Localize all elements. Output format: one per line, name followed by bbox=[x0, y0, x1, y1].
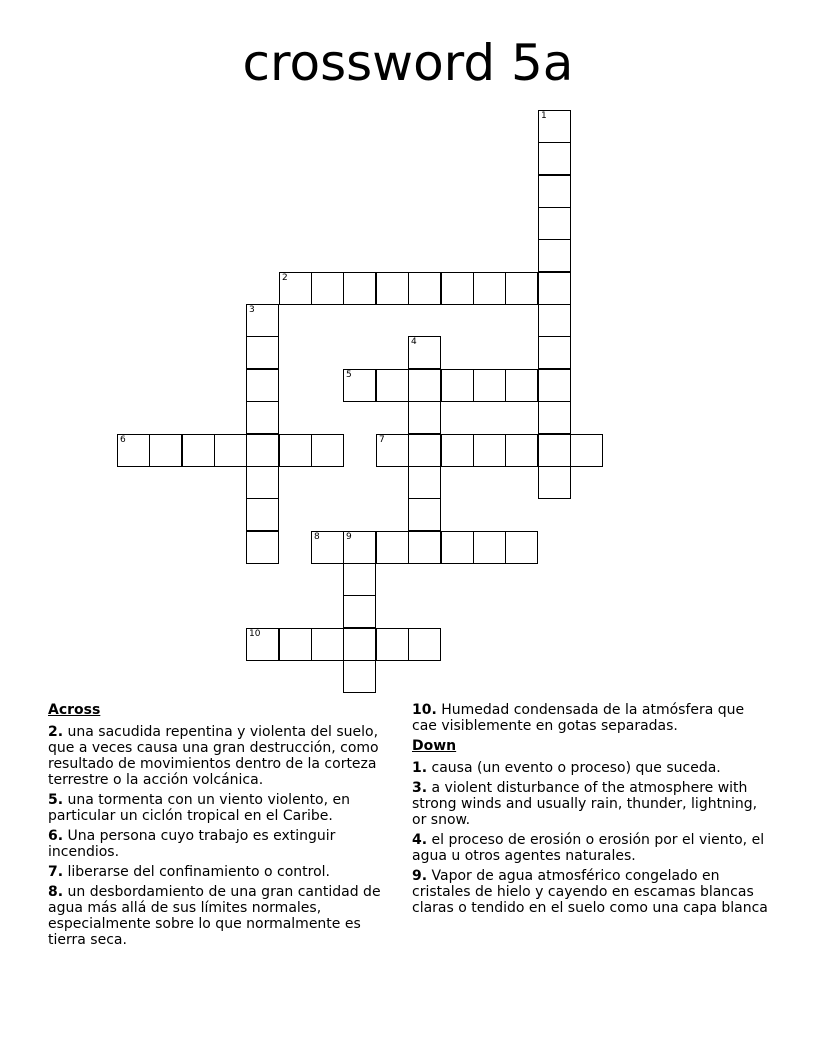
clues-left-column bbox=[48, 702, 400, 952]
clue-number: 10. bbox=[412, 702, 437, 718]
grid-cell[interactable] bbox=[408, 434, 441, 467]
clue-text: Una persona cuyo trabajo es extinguir incendios. bbox=[48, 828, 336, 860]
cell-number: 2 bbox=[282, 273, 288, 283]
clue-number: 5. bbox=[48, 792, 64, 808]
grid-cell[interactable] bbox=[376, 531, 409, 564]
grid-cell[interactable] bbox=[182, 434, 215, 467]
clue-down-4 bbox=[412, 832, 772, 864]
clue-number: 1. bbox=[412, 760, 428, 776]
grid-cell[interactable] bbox=[376, 434, 409, 467]
cell-number: 8 bbox=[314, 532, 320, 542]
grid-cell[interactable] bbox=[279, 628, 312, 661]
clue-text: una sacudida repentina y violenta del suelo, que a veces causa una gran destrucción, como resultado de movimientos dentro de la corteza terrestre o la acción volcánica. bbox=[48, 724, 379, 788]
grid-cell[interactable] bbox=[343, 563, 376, 596]
grid-cell[interactable] bbox=[376, 369, 409, 402]
grid-cell[interactable] bbox=[538, 304, 571, 337]
grid-cell[interactable] bbox=[117, 434, 150, 467]
clue-number: 4. bbox=[412, 832, 428, 848]
grid-cell[interactable] bbox=[149, 434, 182, 467]
grid-cell[interactable] bbox=[505, 369, 538, 402]
clue-text: el proceso de erosión o erosión por el viento, el agua u otros agentes naturales. bbox=[412, 832, 765, 864]
grid-cell[interactable] bbox=[473, 272, 506, 305]
grid-cell[interactable] bbox=[408, 336, 441, 369]
grid-cell[interactable] bbox=[538, 207, 571, 240]
grid-cell[interactable] bbox=[505, 531, 538, 564]
grid-cell[interactable] bbox=[376, 628, 409, 661]
grid-cell[interactable] bbox=[343, 595, 376, 628]
grid-cell[interactable] bbox=[246, 498, 279, 531]
grid-cell[interactable] bbox=[441, 272, 474, 305]
grid-cell[interactable] bbox=[343, 628, 376, 661]
grid-cell[interactable] bbox=[538, 434, 571, 467]
grid-cell[interactable] bbox=[343, 272, 376, 305]
grid-cell[interactable] bbox=[441, 434, 474, 467]
down-heading: Down bbox=[412, 738, 457, 754]
grid-cell[interactable] bbox=[473, 369, 506, 402]
grid-cell[interactable] bbox=[214, 434, 247, 467]
clue-across-10 bbox=[412, 702, 772, 734]
clue-text: un desbordamiento de una gran cantidad de agua más allá de sus límites normales, especialmente sobre lo que normalmente es tierra seca. bbox=[48, 884, 381, 948]
grid-cell[interactable] bbox=[538, 272, 571, 305]
grid-cell[interactable] bbox=[246, 466, 279, 499]
grid-cell[interactable] bbox=[473, 434, 506, 467]
grid-cell[interactable] bbox=[311, 628, 344, 661]
page-title: crossword 5a bbox=[242, 34, 574, 92]
clue-down-9 bbox=[412, 868, 772, 916]
cell-number: 9 bbox=[346, 532, 352, 542]
grid-cell[interactable] bbox=[246, 434, 279, 467]
clue-number: 2. bbox=[48, 724, 64, 740]
clue-text: liberarse del confinamiento o control. bbox=[67, 864, 331, 880]
cell-number: 3 bbox=[249, 305, 255, 315]
grid-cell[interactable] bbox=[246, 336, 279, 369]
clue-down-1 bbox=[412, 760, 772, 776]
grid-cell[interactable] bbox=[505, 434, 538, 467]
clue-across-7 bbox=[48, 864, 400, 880]
cell-number: 6 bbox=[120, 435, 126, 445]
grid-cell[interactable] bbox=[311, 434, 344, 467]
grid-cell[interactable] bbox=[538, 110, 571, 143]
grid-cell[interactable] bbox=[538, 336, 571, 369]
clues-right-column bbox=[412, 702, 772, 920]
grid-cell[interactable] bbox=[538, 175, 571, 208]
clue-across-6 bbox=[48, 828, 400, 860]
cell-number: 4 bbox=[411, 337, 417, 347]
clue-text: Vapor de agua atmosférico congelado en cristales de hielo y cayendo en escamas blancas claras o tendido en el suelo como una capa blanca bbox=[412, 868, 768, 916]
across-heading: Across bbox=[48, 702, 101, 718]
grid-cell[interactable] bbox=[343, 660, 376, 693]
grid-cell[interactable] bbox=[246, 401, 279, 434]
clue-across-8 bbox=[48, 884, 400, 948]
grid-cell[interactable] bbox=[538, 401, 571, 434]
clue-down-3 bbox=[412, 780, 772, 828]
clue-number: 8. bbox=[48, 884, 64, 900]
cell-number: 10 bbox=[249, 629, 261, 639]
clue-across-5 bbox=[48, 792, 400, 824]
clue-text: causa (un evento o proceso) que suceda. bbox=[431, 760, 721, 776]
grid-cell[interactable] bbox=[311, 272, 344, 305]
grid-cell[interactable] bbox=[408, 498, 441, 531]
grid-cell[interactable] bbox=[538, 369, 571, 402]
clue-number: 3. bbox=[412, 780, 428, 796]
clue-number: 6. bbox=[48, 828, 64, 844]
grid-cell[interactable] bbox=[441, 369, 474, 402]
grid-cell[interactable] bbox=[441, 531, 474, 564]
grid-cell[interactable] bbox=[538, 142, 571, 175]
grid-cell[interactable] bbox=[408, 531, 441, 564]
clue-text: a violent disturbance of the atmosphere with strong winds and usually rain, thunder, lightning, or snow. bbox=[412, 780, 758, 828]
clue-across-2 bbox=[48, 724, 400, 788]
grid-cell[interactable] bbox=[279, 272, 312, 305]
grid-cell[interactable] bbox=[505, 272, 538, 305]
cell-number: 1 bbox=[541, 111, 547, 121]
grid-cell[interactable] bbox=[246, 304, 279, 337]
cell-number: 7 bbox=[379, 435, 385, 445]
grid-cell[interactable] bbox=[376, 272, 409, 305]
cell-number: 5 bbox=[346, 370, 352, 380]
grid-cell[interactable] bbox=[343, 531, 376, 564]
grid-cell[interactable] bbox=[279, 434, 312, 467]
grid-cell[interactable] bbox=[408, 401, 441, 434]
grid-cell[interactable] bbox=[538, 466, 571, 499]
clue-text: Humedad condensada de la atmósfera que cae visiblemente en gotas separadas. bbox=[412, 702, 745, 734]
clue-text: una tormenta con un viento violento, en particular un ciclón tropical en el Caribe. bbox=[48, 792, 351, 824]
clue-number: 9. bbox=[412, 868, 428, 884]
grid-cell[interactable] bbox=[408, 466, 441, 499]
grid-cell[interactable] bbox=[473, 531, 506, 564]
grid-cell[interactable] bbox=[343, 369, 376, 402]
grid-cell[interactable] bbox=[408, 369, 441, 402]
grid-cell[interactable] bbox=[246, 628, 279, 661]
grid-cell[interactable] bbox=[538, 239, 571, 272]
grid-cell[interactable] bbox=[408, 272, 441, 305]
grid-cell[interactable] bbox=[570, 434, 603, 467]
grid-cell[interactable] bbox=[246, 369, 279, 402]
grid-cell[interactable] bbox=[408, 628, 441, 661]
grid-cell[interactable] bbox=[246, 531, 279, 564]
grid-cell[interactable] bbox=[311, 531, 344, 564]
clue-number: 7. bbox=[48, 864, 64, 880]
